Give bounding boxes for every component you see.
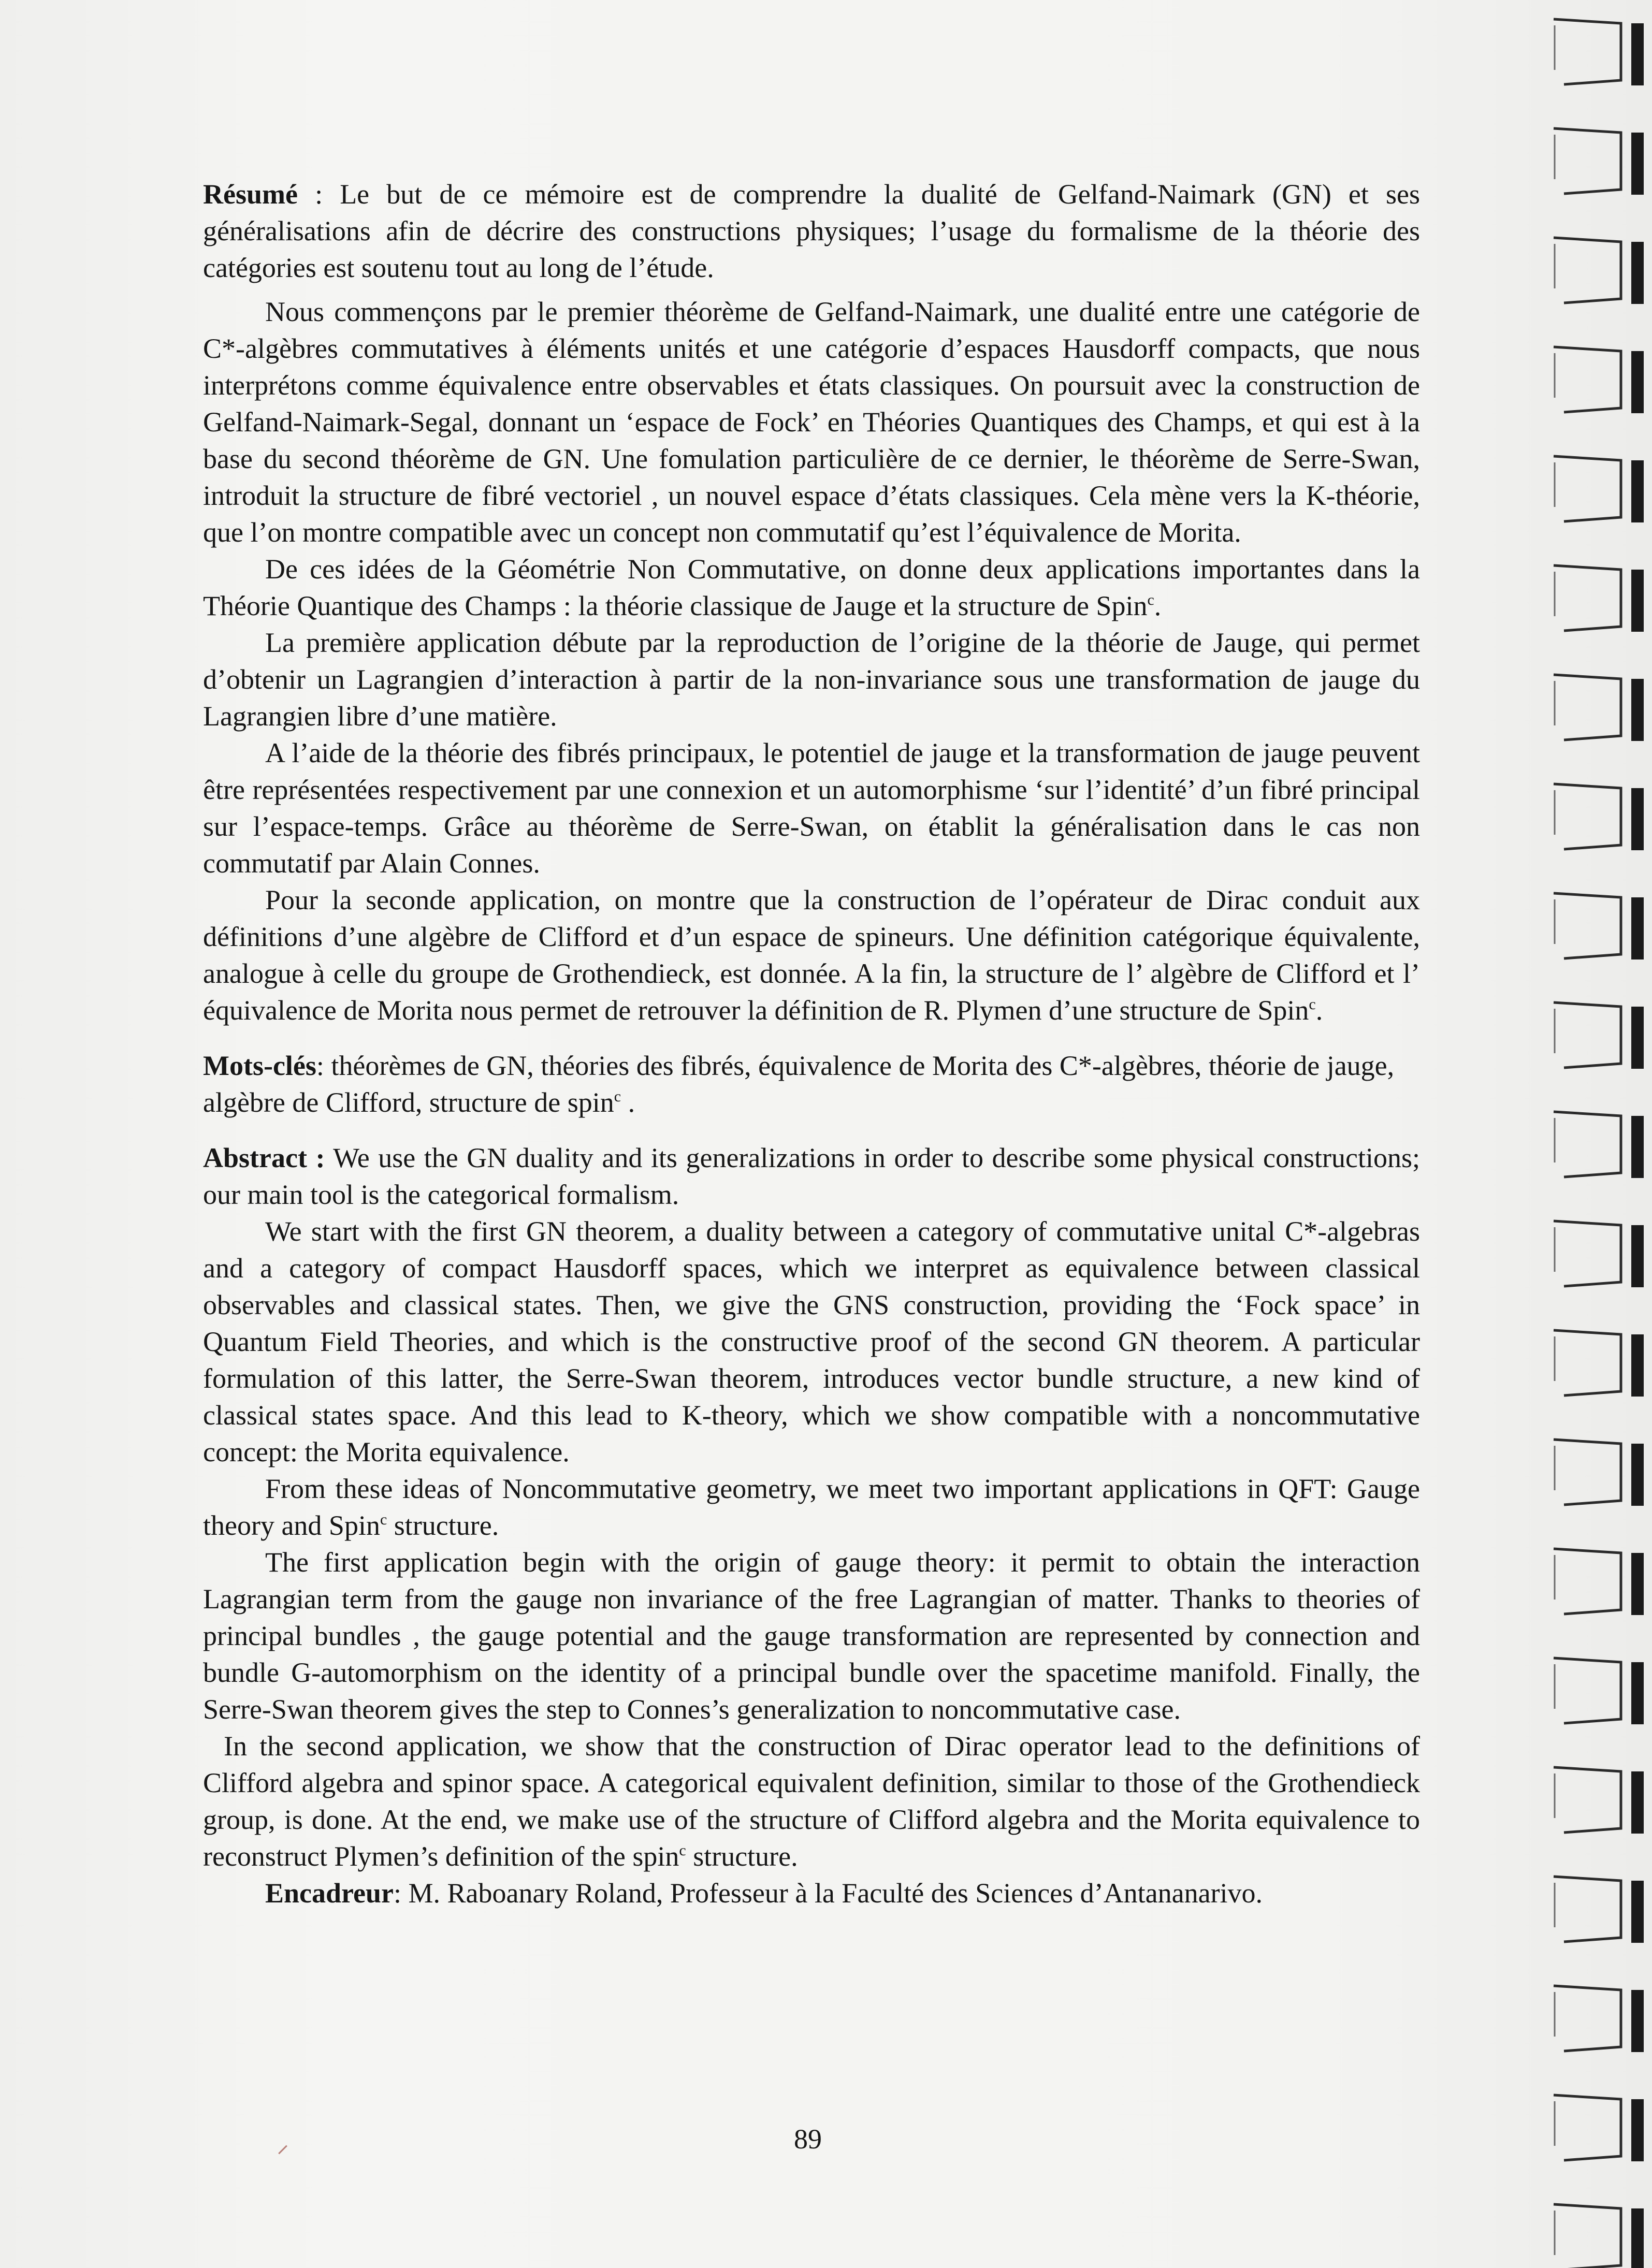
binding-ring	[1554, 1330, 1644, 1397]
resume-paragraph-5	[203, 882, 1420, 1029]
spiral-binding	[1543, 0, 1652, 2268]
binding-ring	[1554, 1986, 1644, 2052]
binding-ring	[1554, 347, 1644, 413]
abstract-paragraph-4-text: In the second application, we show that the construction of Dirac operator lead to the definitions of Clifford algebra and spinor space. A categorical equivalent definition, similar to those of the Grothendieck group, is done. At the end, we make use of the structure of Clifford algebra and the Morita equivalence to reconstruct Plymen’s definition of the spin	[203, 1731, 1420, 1872]
resume-paragraph-2-end: .	[1154, 590, 1162, 621]
binding-ring	[1554, 1440, 1644, 1506]
binding-ring	[1554, 128, 1644, 195]
resume-paragraph-2-text: De ces idées de la Géométrie Non Commutative, on donne deux applications importantes dans la Théorie Quantique des Champs : la théorie classique de Jauge et la structure de Spin	[203, 554, 1420, 621]
abstract-paragraph-3: The first application begin with the origin of gauge theory: it permit to obtain the interaction Lagrangian term from the gauge non invariance of the free Lagrangian of matter. Thanks to theories of principal bundles , the gauge potential and the gauge transformation are represented by connection and bundle G-automorphism on the identity of a principal bundle over the spacetime manifold. Finally, the Serre-Swan theorem gives the step to Connes’s generalization to noncommutative case.	[203, 1547, 1420, 1725]
supervisor-paragraph	[203, 1875, 1420, 1912]
binding-ring	[1554, 1767, 1644, 1834]
binding-ring	[1554, 1221, 1644, 1287]
resume-lead-paragraph	[203, 176, 1420, 286]
binding-ring	[1554, 456, 1644, 522]
binding-ring	[1554, 1002, 1644, 1069]
page-number: 89	[794, 2124, 822, 2155]
binding-ring	[1554, 1112, 1644, 1178]
abstract-paragraph-2	[203, 1471, 1420, 1544]
binding-ring	[1554, 2095, 1644, 2161]
resume-lead-text: : Le but de ce mémoire est de comprendre la dualité de Gelfand-Naimark (GN) et ses généralisations afin de décrire des constructions physiques; l’usage du formalisme de la théorie des catégories est soutenu tout au long de l’étude.	[203, 179, 1420, 283]
resume-paragraph-5-end: .	[1315, 995, 1323, 1026]
abstract-lead-paragraph	[203, 1140, 1420, 1213]
abstract-paragraph-2-text: From these ideas of Noncommutative geometry, we meet two important applications in QFT: Gauge theory and Spin	[203, 1473, 1420, 1541]
binding-ring	[1554, 1877, 1644, 1943]
binding-ring	[1554, 238, 1644, 304]
abstract-paragraph-2-end: structure.	[387, 1510, 499, 1541]
binding-ring	[1554, 675, 1644, 741]
binding-ring	[1554, 19, 1644, 85]
keywords-superscript: c	[614, 1088, 621, 1105]
resume-paragraph-4: A l’aide de la théorie des fibrés principaux, le potentiel de jauge et la transformation de jauge peuvent être représentées respectivement par une connexion et un automorphisme ‘sur l’identité’ d’un fibré principal sur l’espace-temps. Grâce au théorème de Serre-Swan, on établit la généralisation dans le cas non commutatif par Alain Connes.	[203, 737, 1420, 879]
resume-paragraph-5-text: Pour la seconde application, on montre que la construction de l’opérateur de Dirac conduit aux définitions d’une algèbre de Clifford et d’un espace de spineurs. Une définition catégorique équivalente, analogue à celle du groupe de Grothendieck, est donnée. A la fin, la structure de l’ algèbre de Clifford et l’ équivalence de Morita nous permet de retrouver la définition de R. Plymen d’une structure de Spin	[203, 884, 1420, 1026]
supervisor-text: : M. Raboanary Roland, Professeur à la Faculté des Sciences d’Antananarivo.	[394, 1878, 1263, 1909]
keywords-text: : théorèmes de GN, théories des fibrés, équivalence de Morita des C*-algèbres, théorie de jauge, algèbre de Clifford, structure de spin	[203, 1050, 1395, 1118]
resume-paragraph-2-superscript: c	[1147, 591, 1154, 608]
resume-paragraph-1: Nous commençons par le premier théorème de Gelfand-Naimark, une dualité entre une catégorie de C*-algèbres commutatives à éléments unités et une catégorie d’espaces Hausdorff compacts, que nous interprétons comme équivalence entre observables et états classiques. On poursuit avec la construction de Gelfand-Naimark-Segal, donnant un ‘espace de Fock’ en Théories Quantiques des Champs, et qui est à la base du second théorème de GN. Une fomulation particulière de ce dernier, le théorème de Serre-Swan, introduit la structure de fibré vectoriel , un nouvel espace d’états classiques. Cela mène vers la K-théorie, que l’on montre compatible avec un concept non commutatif qu’est l’équivalence de Morita.	[203, 296, 1420, 548]
binding-ring	[1554, 565, 1644, 632]
pen-mark	[278, 2145, 287, 2155]
abstract-paragraph-4-superscript: c	[679, 1842, 686, 1859]
supervisor-label: Encadreur	[265, 1878, 394, 1909]
resume-paragraph-2	[203, 551, 1420, 624]
binding-ring	[1554, 1549, 1644, 1615]
binding-ring	[1554, 1658, 1644, 1724]
abstract-label: Abstract :	[203, 1142, 325, 1173]
abstract-paragraph-1: We start with the first GN theorem, a duality between a category of commutative unital C*-algebras and a category of compact Hausdorff spaces, which we interpret as equivalence between classical observables and classical states. Then, we give the GNS construction, providing the ‘Fock space’ in Quantum Field Theories, and which is the constructive proof of the second GN theorem. A particular formulation of this latter, the Serre-Swan theorem, introduces vector bundle structure, a new kind of classical states space. And this lead to K-theory, which we show compatible with a noncommutative concept: the Morita equivalence.	[203, 1216, 1420, 1467]
keywords-label: Mots-clés	[203, 1050, 316, 1081]
abstract-paragraph-4-end: structure.	[686, 1841, 798, 1872]
abstract-lead-text: We use the GN duality and its generalizations in order to describe some physical constructions; our main tool is the categorical formalism.	[203, 1142, 1420, 1210]
abstract-page-body	[203, 176, 1420, 1912]
binding-ring	[1554, 2204, 1644, 2268]
keywords-end: .	[621, 1087, 635, 1118]
keywords-paragraph	[203, 1048, 1420, 1121]
binding-ring	[1554, 784, 1644, 850]
resume-label: Résumé	[203, 179, 298, 210]
abstract-paragraph-4	[203, 1728, 1420, 1875]
resume-paragraph-3: La première application débute par la reproduction de l’origine de la théorie de Jauge, qui permet d’obtenir un Lagrangien d’interaction à partir de la non-invariance sous une transformation de jauge du Lagrangien libre d’une matière.	[203, 627, 1420, 732]
abstract-paragraph-2-superscript: c	[380, 1511, 387, 1528]
binding-rings	[1543, 0, 1652, 2268]
binding-ring	[1554, 893, 1644, 959]
resume-paragraph-5-superscript: c	[1309, 996, 1316, 1013]
